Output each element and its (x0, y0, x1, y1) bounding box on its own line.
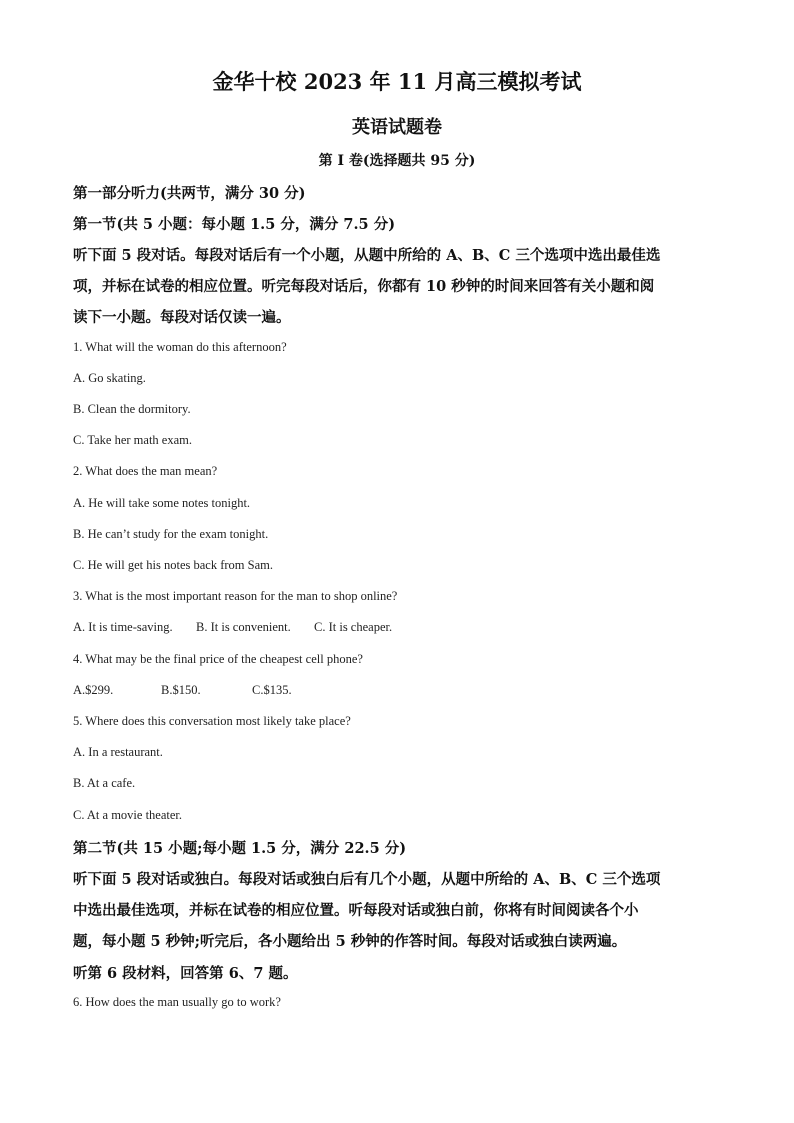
part1-heading: 第一部分听力(共两节，满分 30 分) (73, 185, 306, 202)
question-3-options (73, 620, 392, 635)
question-3-option-a: A. It is time-saving. (73, 620, 173, 634)
question-1-option-b: B. Clean the dormitory. (73, 402, 191, 416)
question-1-stem: 1. What will the woman do this afternoon? (73, 340, 287, 354)
question-4-stem: 4. What may be the final price of the cheapest cell phone? (73, 652, 363, 666)
question-4-options (73, 683, 292, 698)
section1-instruction-line: 读下一小题。每段对话仅读一遍。 (73, 309, 291, 326)
question-3-stem: 3. What is the most important reason for the man to shop online? (73, 589, 398, 603)
material-heading: 听第 6 段材料，回答第 6、7 题。 (73, 965, 298, 982)
exam-subtitle: 英语试题卷 (352, 117, 442, 138)
question-5-option-c: C. At a movie theater. (73, 808, 183, 822)
question-3-option-c: C. It is cheaper. (314, 620, 393, 634)
question-2-option-a: A. He will take some notes tonight. (73, 496, 251, 510)
exam-title: 金华十校 2023 年 11 月高三模拟考试 (212, 69, 582, 94)
question-2-stem: 2. What does the man mean? (73, 464, 218, 478)
question-1-option-a: A. Go skating. (73, 371, 146, 385)
question-5-option-b: B. At a cafe. (73, 776, 136, 790)
question-4-option-c: C.$135. (252, 683, 292, 697)
question-4-option-a: A.$299. (73, 683, 114, 697)
question-5-option-a: A. In a restaurant. (73, 745, 163, 759)
section2-heading: 第二节(共 15 小题;每小题 1.5 分，满分 22.5 分) (73, 840, 407, 857)
section1-instruction-line: 听下面 5 段对话。每段对话后有一个小题，从题中所给的 A、B、C 三个选项中选出最佳选 (73, 247, 661, 264)
section1-instruction-line: 项，并标在试卷的相应位置。听完每段对话后，你都有 10 秒钟的时间来回答有关小题和阅 (73, 278, 655, 295)
question-1-option-c: C. Take her math exam. (73, 433, 192, 447)
question-4-option-b: B.$150. (161, 683, 201, 697)
question-3-option-b: B. It is convenient. (196, 620, 291, 634)
question-6-stem: 6. How does the man usually go to work? (73, 995, 281, 1009)
section2-instruction-line: 听下面 5 段对话或独白。每段对话或独白后有几个小题，从题中所给的 A、B、C 三个选项 (73, 871, 661, 888)
volume-heading: 第 I 卷(选择题共 95 分) (318, 153, 476, 169)
question-2-option-c: C. He will get his notes back from Sam. (73, 558, 273, 572)
question-2-option-b: B. He can’t study for the exam tonight. (73, 527, 269, 541)
section1-heading: 第一节(共 5 小题：每小题 1.5 分，满分 7.5 分) (73, 216, 396, 233)
section2-instruction-line: 中选出最佳选项，并标在试卷的相应位置。听每段对话或独白前，你将有时间阅读各个小 (73, 902, 639, 919)
section2-instruction-line: 题，每小题 5 秒钟;听完后，各小题给出 5 秒钟的作答时间。每段对话或独白读两遍。 (73, 933, 627, 950)
question-5-stem: 5. Where does this conversation most likely take place? (73, 714, 351, 728)
